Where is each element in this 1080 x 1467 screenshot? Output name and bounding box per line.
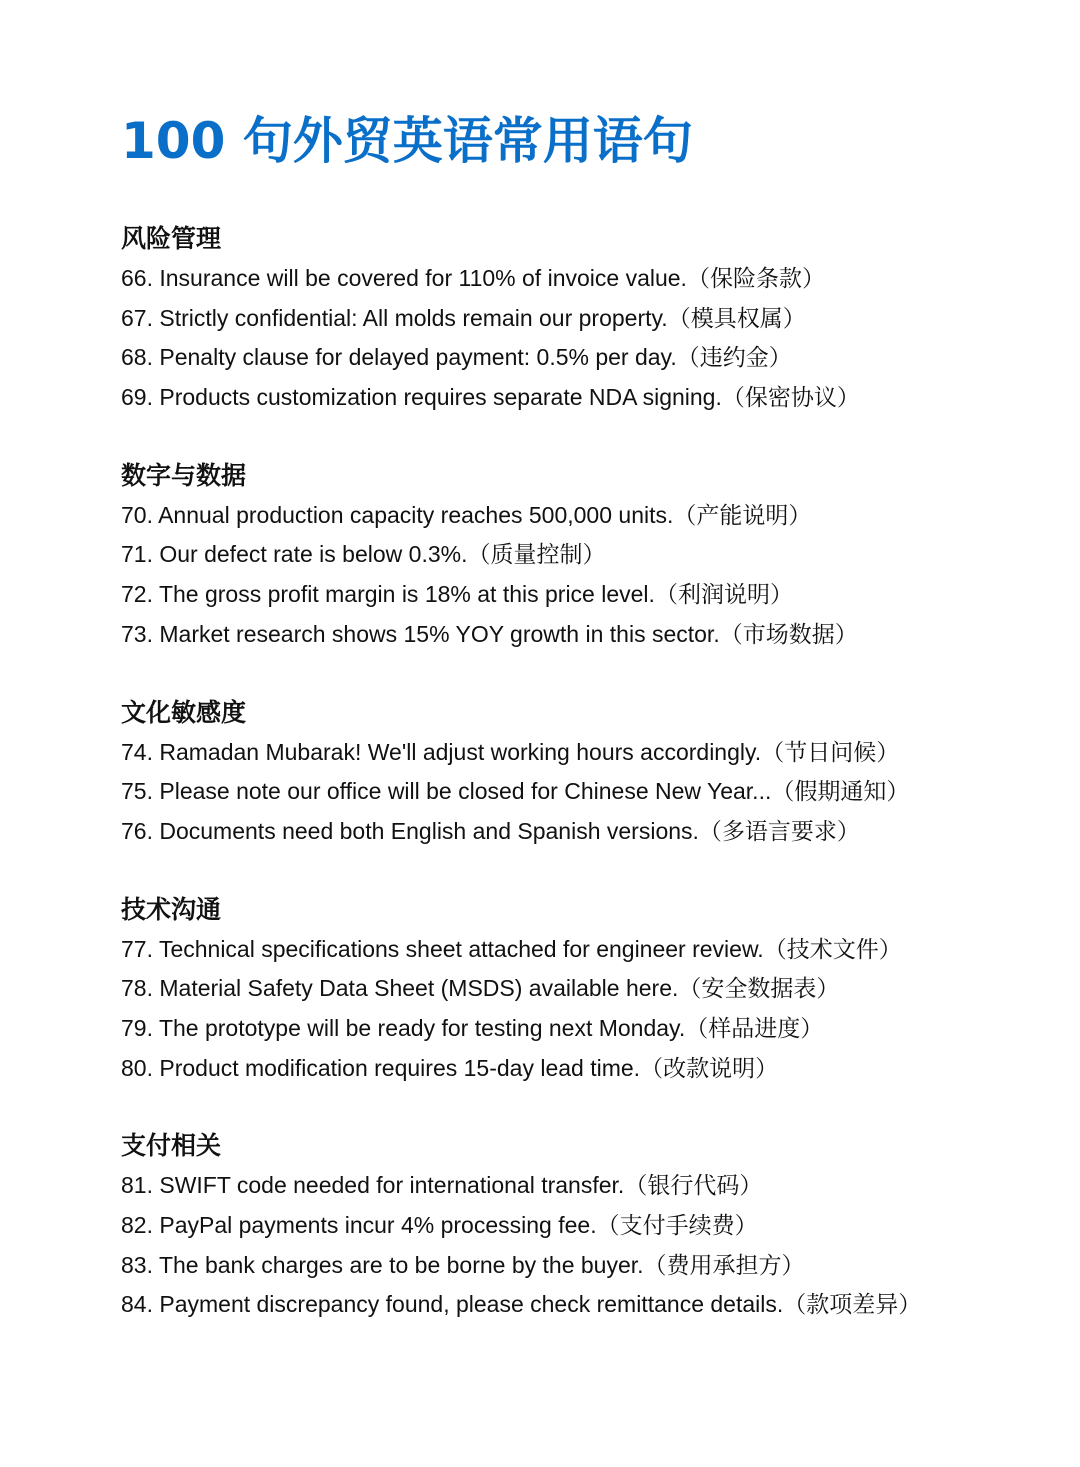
sentence-chinese-note: （质量控制） <box>467 542 606 569</box>
sentence-english: 74. Ramadan Mubarak! We'll adjust working hours accordingly. <box>121 738 762 765</box>
sentence-item <box>121 535 1061 575</box>
sentence-list <box>121 733 1061 852</box>
sentence-english: 73. Market research shows 15% YOY growth in this sector. <box>121 620 720 647</box>
sentence-english: 69. Products customization requires separate NDA signing. <box>121 384 722 411</box>
sentence-item <box>121 930 1061 970</box>
page-title: 100 句外贸英语常用语句 <box>121 112 693 170</box>
sentence-chinese-note: （多语言要求） <box>698 818 860 845</box>
sentence-chinese-note: （保险条款） <box>686 266 825 292</box>
sentence-item <box>121 338 1061 378</box>
sentence-item <box>121 259 1061 299</box>
section-heading: 支付相关 <box>121 1131 222 1161</box>
sentence-item <box>121 299 1061 339</box>
sentence-list <box>121 1166 1061 1325</box>
section-numbers-and-data <box>121 456 1061 655</box>
sentence-english: 77. Technical specifications sheet attached for engineer review. <box>121 935 764 962</box>
sentence-english: 78. Material Safety Data Sheet (MSDS) available here. <box>121 975 679 1002</box>
sentence-english: 66. Insurance will be covered for 110% of invoice value. <box>121 265 687 291</box>
section-payment <box>121 1126 1061 1325</box>
sentence-list <box>121 496 1061 655</box>
sentence-chinese-note: （产能说明） <box>673 502 812 529</box>
sentence-english: 79. The prototype will be ready for testing next Monday. <box>121 1014 686 1041</box>
sentence-chinese-note: （费用承担方） <box>643 1252 805 1279</box>
sentence-item <box>121 772 1061 812</box>
sentence-item <box>121 496 1061 536</box>
sentence-item <box>121 1009 1061 1049</box>
section-heading: 技术沟通 <box>121 894 222 924</box>
section-heading: 风险管理 <box>121 224 222 253</box>
sentence-chinese-note: （违约金） <box>676 345 792 372</box>
sentence-item <box>121 812 1061 852</box>
sentence-english: 67. Strictly confidential: All molds remain our property. <box>121 304 668 331</box>
sections-container <box>121 219 1061 1363</box>
sentence-chinese-note: （节日问候） <box>761 739 900 766</box>
sentence-item <box>121 1049 1061 1089</box>
sentence-chinese-note: （模具权属） <box>667 305 806 332</box>
sentence-chinese-note: （样品进度） <box>685 1015 824 1042</box>
sentence-list <box>121 259 1061 418</box>
sentence-chinese-note: （款项差异） <box>783 1292 922 1319</box>
section-heading: 文化敏感度 <box>121 697 247 727</box>
sentence-english: 80. Product modification requires 15-day lead time. <box>121 1054 641 1081</box>
sentence-chinese-note: （假期通知） <box>771 779 910 806</box>
sentence-chinese-note: （保密协议） <box>721 385 860 412</box>
sentence-item <box>121 615 1061 655</box>
sentence-item <box>121 1246 1061 1286</box>
sentence-chinese-note: （银行代码） <box>624 1173 763 1200</box>
section-cultural-sensitivity <box>121 693 1061 852</box>
sentence-item <box>121 378 1061 418</box>
sentence-chinese-note: （市场数据） <box>719 621 858 648</box>
sentence-chinese-note: （安全数据表） <box>678 976 840 1003</box>
sentence-english: 72. The gross profit margin is 18% at this price level. <box>121 581 655 608</box>
sentence-english: 71. Our defect rate is below 0.3%. <box>121 541 468 568</box>
sentence-chinese-note: （利润说明） <box>654 582 793 609</box>
sentence-chinese-note: （支付手续费） <box>596 1213 758 1239</box>
sentence-english: 68. Penalty clause for delayed payment: 0.5% per day. <box>121 344 677 371</box>
section-technical-communication <box>121 890 1061 1089</box>
sentence-chinese-note: （技术文件） <box>763 936 902 963</box>
sentence-english: 84. Payment discrepancy found, please check remittance details. <box>121 1291 784 1318</box>
sentence-english: 81. SWIFT code needed for international transfer. <box>121 1172 625 1199</box>
sentence-item <box>121 969 1061 1009</box>
sentence-item <box>121 1166 1061 1206</box>
sentence-english: 82. PayPal payments incur 4% processing fee. <box>121 1212 597 1238</box>
sentence-english: 83. The bank charges are to be borne by the buyer. <box>121 1251 644 1278</box>
sentence-item <box>121 1285 1061 1325</box>
sentence-item <box>121 575 1061 615</box>
section-risk-management <box>121 219 1061 418</box>
sentence-list <box>121 930 1061 1089</box>
sentence-english: 76. Documents need both English and Spanish versions. <box>121 817 699 844</box>
sentence-item <box>121 733 1061 773</box>
sentence-item <box>121 1206 1061 1246</box>
sentence-chinese-note: （改款说明） <box>640 1055 779 1082</box>
section-heading: 数字与数据 <box>121 460 247 490</box>
sentence-english: 70. Annual production capacity reaches 500,000 units. <box>121 501 674 528</box>
sentence-english: 75. Please note our office will be closed for Chinese New Year... <box>121 778 772 805</box>
